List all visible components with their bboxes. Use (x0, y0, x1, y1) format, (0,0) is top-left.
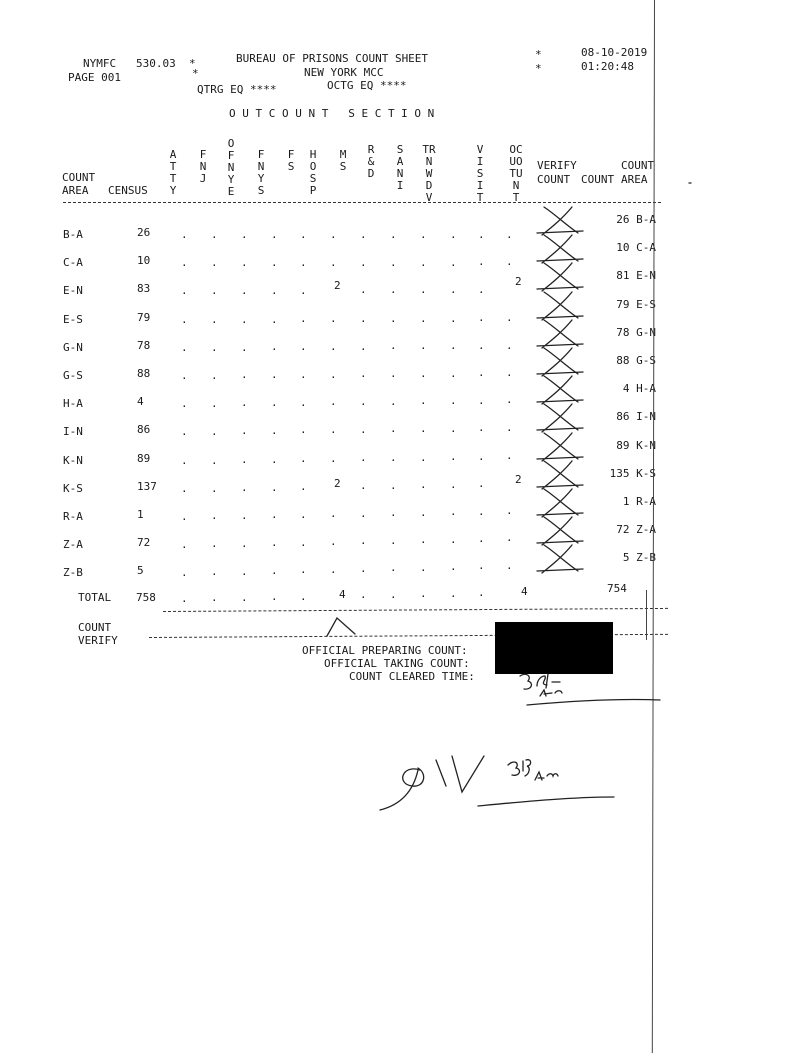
qtrg-equation: QTRG EQ **** (197, 83, 277, 96)
dot-leader: . (506, 228, 513, 241)
dot-leader: . (360, 506, 367, 520)
dot-leader: . (506, 338, 513, 352)
dot-leader: . (181, 256, 188, 269)
verify-count-cell: 5 Z-B (622, 551, 656, 564)
dot-leader: . (506, 255, 513, 269)
dot-leader: . (420, 478, 427, 492)
dot-leader: . (450, 339, 457, 353)
dot-leader: . (181, 341, 188, 354)
dot-leader: . (420, 311, 427, 325)
verify-count-cell: 72 Z-A (616, 523, 656, 536)
document-title: BUREAU OF PRISONS COUNT SHEET (236, 52, 429, 65)
census-cell: 86 (137, 423, 151, 436)
dot-leader: . (241, 312, 248, 326)
dot-leader: . (181, 538, 188, 551)
verify-checkmark (537, 433, 583, 461)
verify-label: VERIFY (537, 159, 577, 172)
verify-count-cell: 26 B-A (616, 213, 656, 226)
dot-leader: . (330, 451, 337, 465)
dot-leader: . (478, 559, 485, 573)
census-cell: 88 (137, 367, 151, 380)
dot-leader: . (211, 312, 218, 326)
dot-leader: . (420, 394, 427, 408)
verify-count-cell: 88 G-S (616, 354, 656, 367)
verify-checkmark (537, 489, 583, 517)
dot-leader: . (506, 449, 513, 463)
dot-leader: . (211, 481, 218, 495)
count-area-cell: Z-A (63, 538, 83, 551)
verify-count-cell: 135 K-S (609, 467, 656, 480)
dot-leader: . (420, 560, 427, 574)
dot-leader: . (300, 367, 307, 381)
count-area-cell: K-N (63, 454, 83, 467)
dot-leader: . (300, 507, 307, 521)
dot-leader: . (420, 255, 427, 269)
dot-leader: . (241, 481, 248, 495)
signature-underline (478, 797, 614, 806)
census-cell: 10 (137, 254, 151, 267)
census-cell: 26 (137, 226, 151, 239)
dot-leader: . (241, 396, 248, 410)
verify-count-cell: 81 E-N (616, 269, 656, 282)
dot-leader: . (300, 563, 307, 577)
dot-leader: . (478, 586, 485, 599)
dot-leader: . (271, 283, 278, 297)
dot-leader: . (478, 255, 485, 269)
dot-leader: . (450, 366, 457, 380)
dot-leader: . (241, 340, 248, 354)
dot-leader: . (241, 453, 248, 467)
dot-leader: . (360, 312, 367, 326)
dot-leader: . (450, 477, 457, 491)
total-count: 754 (607, 582, 627, 595)
dot-leader: . (181, 313, 188, 326)
dot-leader: . (271, 480, 278, 494)
verify-checkmark (537, 348, 583, 376)
dot-leader: . (241, 590, 248, 604)
star-mark: * (535, 62, 542, 75)
verify-count-cell: 86 I-N (616, 410, 656, 423)
dot-leader: . (360, 588, 367, 602)
count-area-right-label-top: COUNT (621, 159, 655, 172)
dot-leader: . (478, 282, 485, 296)
count-area-cell: G-S (63, 369, 83, 382)
verify-count-cell: 10 C-A (616, 241, 656, 254)
dot-leader: . (478, 366, 485, 380)
count-area-right-label-bottom: AREA (621, 173, 648, 186)
count-area-cell: G-N (63, 341, 83, 354)
dot-leader: . (506, 531, 513, 545)
dot-leader: . (390, 478, 397, 492)
column-header-fnys: F N Y S (257, 148, 265, 197)
dot-leader: . (330, 312, 337, 326)
count-area-cell: H-A (63, 397, 83, 410)
handwritten-time-1-mark (520, 674, 531, 689)
census-cell: 83 (137, 282, 151, 295)
dot-leader: . (478, 449, 485, 463)
handwritten-time-underline (527, 699, 660, 705)
dot-leader: . (360, 479, 367, 493)
dot-leader: . (506, 504, 513, 517)
dot-leader: . (271, 368, 278, 382)
dot-leader: . (420, 228, 427, 241)
dot-leader: . (300, 535, 307, 549)
verify-checkmark (537, 517, 583, 545)
dot-leader: . (181, 482, 188, 495)
dot-leader: . (211, 509, 218, 523)
dot-leader: . (420, 421, 427, 435)
dot-leader: . (360, 451, 367, 465)
dot-leader: . (420, 533, 427, 547)
count-area-cell: B-A (63, 228, 83, 241)
dot-leader: . (478, 532, 485, 545)
report-date: 08-10-2019 (581, 46, 648, 59)
dot-leader: . (181, 397, 188, 410)
column-header-fs: F S (287, 148, 295, 173)
count-area-cell: E-N (63, 284, 83, 297)
count-area-cell: Z-B (63, 566, 83, 579)
dot-leader: . (478, 393, 485, 407)
report-time: 01:20:48 (581, 60, 634, 73)
verify-count-cell: 4 H-A (622, 382, 656, 395)
verify-checkmark (537, 461, 583, 489)
dot-leader: . (271, 228, 278, 241)
dot-leader: . (360, 339, 367, 353)
dot-leader: . (300, 283, 307, 297)
column-header-trnwdv: TR N W D V (422, 143, 436, 204)
dot-leader: . (390, 587, 397, 601)
handwritten-time-2-mark (508, 760, 531, 776)
dot-leader: . (211, 565, 218, 579)
dot-leader: . (420, 505, 427, 519)
facility-name: NEW YORK MCC (304, 66, 384, 79)
dot-leader: . (330, 507, 337, 521)
dot-leader: . (241, 283, 248, 297)
dot-leader: . (478, 311, 485, 325)
dot-leader: . (360, 367, 367, 381)
dot-leader: . (271, 564, 278, 578)
verify-count-cell: 1 R-A (622, 495, 656, 508)
verify-checkmark (537, 207, 583, 235)
dot-leader: . (300, 228, 307, 241)
dot-leader: . (271, 312, 278, 326)
dot-leader: . (211, 368, 218, 382)
column-header-ms: M S (339, 148, 347, 173)
dot-leader: . (271, 396, 278, 410)
dot-leader: . (390, 394, 397, 408)
dot-leader: . (300, 340, 307, 354)
dot-leader: . (360, 422, 367, 436)
count-count-label: COUNT (581, 173, 615, 186)
dot-leader: . (300, 480, 307, 494)
dot-leader: . (211, 255, 218, 269)
dot-leader: . (181, 566, 188, 579)
dot-leader: . (478, 477, 485, 491)
dot-leader: . (211, 340, 218, 354)
dot-leader: . (506, 366, 513, 379)
dot-leader: . (241, 564, 248, 578)
dot-leader: 2 (515, 473, 522, 486)
dot-leader: . (478, 421, 485, 435)
official-preparing-label: OFFICIAL PREPARING COUNT: (302, 644, 468, 657)
dot-leader: . (420, 366, 427, 380)
official-taking-label: OFFICIAL TAKING COUNT: (324, 657, 470, 670)
dot-leader: . (450, 505, 457, 519)
count-area-label-top: COUNT (62, 171, 96, 184)
verify-checkmark (537, 292, 583, 320)
dot-leader: . (390, 422, 397, 436)
dot-leader: . (181, 369, 188, 382)
dot-leader: . (181, 284, 188, 297)
dot-leader: . (360, 283, 367, 297)
column-header-visit: V I S I T (476, 143, 484, 204)
census-cell: 89 (137, 452, 151, 465)
dot-leader: . (241, 424, 248, 438)
dot-leader: . (420, 283, 427, 297)
dot-leader: . (420, 339, 427, 353)
dot-leader: . (450, 450, 457, 464)
verify-checkmark (537, 235, 583, 263)
census-label: CENSUS (108, 184, 148, 197)
count-area-label-bottom: AREA (62, 184, 89, 197)
verify-checkmark (537, 545, 583, 573)
dot-leader: . (330, 339, 337, 353)
dot-leader: . (450, 228, 457, 241)
dot-leader: . (330, 562, 337, 576)
verify-checkmark (537, 320, 583, 348)
column-header-atty: A T T Y (169, 148, 177, 197)
dot-leader: . (330, 255, 337, 269)
dot-leader: . (450, 255, 457, 269)
dot-leader: . (271, 536, 278, 550)
dot-leader: . (211, 424, 218, 438)
total-other-count: 4 (521, 585, 528, 598)
dot-leader: . (478, 228, 485, 241)
page-number: PAGE 001 (68, 71, 121, 84)
dot-leader: . (211, 591, 218, 605)
dot-leader: . (330, 367, 337, 381)
dot-leader: . (300, 452, 307, 466)
dot-leader: 2 (334, 279, 341, 292)
dot-leader: . (300, 255, 307, 269)
count-area-cell: E-S (63, 313, 83, 326)
census-cell: 1 (137, 508, 144, 521)
dot-leader: . (506, 420, 513, 434)
count-area-cell: R-A (63, 510, 83, 523)
dot-leader: . (390, 311, 397, 325)
verify-checkmark (537, 404, 583, 432)
dot-leader: . (271, 508, 278, 522)
dot-leader: . (506, 393, 513, 407)
dot-leader: . (450, 311, 457, 325)
dot-leader: . (300, 395, 307, 409)
count-verify-label-top: COUNT (78, 621, 112, 634)
outcount-section-heading: O U T C O U N T S E C T I O N (229, 107, 435, 120)
dot-leader: 2 (515, 275, 522, 288)
dot-leader: . (181, 454, 188, 467)
dot-leader: . (330, 535, 337, 548)
report-number: 530.03 (136, 57, 176, 70)
dot-leader: . (211, 283, 218, 297)
count-verify-label-bottom: VERIFY (78, 634, 118, 647)
dot-leader: . (360, 228, 367, 241)
column-header-fnj: F N J (199, 148, 207, 185)
dot-leader: . (478, 504, 485, 518)
dot-leader: . (271, 255, 278, 269)
caret-mark (327, 618, 355, 636)
dot-leader: . (211, 537, 218, 551)
dot-leader: . (271, 590, 278, 604)
verify-count-cell: 78 G-N (616, 326, 656, 339)
dot-leader: . (330, 228, 337, 241)
dot-leader: . (330, 423, 337, 437)
dot-leader: . (390, 506, 397, 520)
octg-equation: OCTG EQ **** (327, 79, 407, 92)
dot-leader: . (360, 255, 367, 269)
dot-leader: . (241, 255, 248, 269)
dot-leader: . (420, 587, 427, 601)
dot-leader: . (360, 534, 367, 548)
total-census: 758 (136, 591, 156, 604)
census-cell: 4 (137, 395, 144, 408)
verify-checkmark (537, 376, 583, 404)
census-cell: 79 (137, 311, 151, 324)
dot-leader: . (300, 423, 307, 437)
facility-code: NYMFC (83, 57, 117, 70)
dot-leader: . (300, 589, 307, 603)
dot-leader: . (390, 228, 397, 241)
verify-count-cell: 89 K-N (616, 439, 656, 452)
dot-leader: . (181, 510, 188, 523)
dot-leader: . (390, 255, 397, 269)
dot-leader: . (300, 312, 307, 326)
count-area-cell: C-A (63, 256, 83, 269)
star-mark: * (192, 67, 199, 80)
column-header-sani: S A N I (396, 143, 404, 192)
dot-leader: . (360, 395, 367, 409)
count-area-cell: K-S (63, 482, 83, 495)
column-header-hosp: H O S P (309, 148, 317, 197)
column-header-other-count: OC UO TU N T (509, 143, 523, 204)
dot-leader: . (271, 452, 278, 466)
dot-leader: . (360, 562, 367, 576)
verify-count-cell: 79 E-S (616, 298, 656, 311)
dot-leader: . (450, 532, 457, 546)
total-hosp: 4 (339, 588, 346, 601)
dot-leader: . (450, 586, 457, 600)
dot-leader: . (450, 283, 457, 297)
census-cell: 78 (137, 339, 151, 352)
star-mark: * (189, 57, 196, 70)
dot-leader: . (450, 394, 457, 408)
star-mark: * (535, 48, 542, 61)
dot-leader: . (390, 367, 397, 381)
dot-leader: . (330, 395, 337, 409)
dot-leader: . (506, 311, 513, 325)
dot-leader: . (390, 339, 397, 353)
dot-leader: . (271, 423, 278, 437)
dot-leader: . (211, 453, 218, 467)
dot-leader: . (181, 228, 188, 241)
dot-leader: 2 (334, 477, 341, 490)
census-cell: 5 (137, 564, 144, 577)
signature-mark (380, 768, 424, 810)
census-cell: 72 (137, 536, 151, 549)
dot-leader: . (211, 396, 218, 410)
census-cell: 137 (137, 480, 157, 493)
dot-leader: . (506, 558, 513, 572)
dot-leader: . (211, 228, 218, 241)
dot-leader: . (450, 421, 457, 435)
count-cleared-time-label: COUNT CLEARED TIME: (349, 670, 475, 683)
dot-leader: . (390, 450, 397, 464)
verify-checkmarks (537, 207, 583, 573)
dot-leader: . (390, 283, 397, 297)
column-header-fnye: O F N Y E (227, 137, 235, 198)
dot-leader: . (478, 338, 485, 352)
dot-leader: . (271, 340, 278, 354)
verify-checkmark (537, 263, 583, 291)
dot-leader: . (450, 560, 457, 574)
dot-leader: . (181, 425, 188, 438)
total-label: TOTAL (78, 591, 112, 604)
verify-count-label: COUNT (537, 173, 571, 186)
dot-leader: . (181, 592, 188, 605)
dot-leader: . (241, 508, 248, 522)
dot-leader: . (241, 536, 248, 550)
dot-leader: . (241, 368, 248, 382)
dot-leader: . (420, 450, 427, 464)
dot-leader: . (241, 228, 248, 241)
dot-leader: . (390, 533, 397, 547)
column-header-rd: R & D (367, 143, 375, 180)
count-area-cell: I-N (63, 425, 83, 438)
dot-leader: . (390, 561, 397, 575)
